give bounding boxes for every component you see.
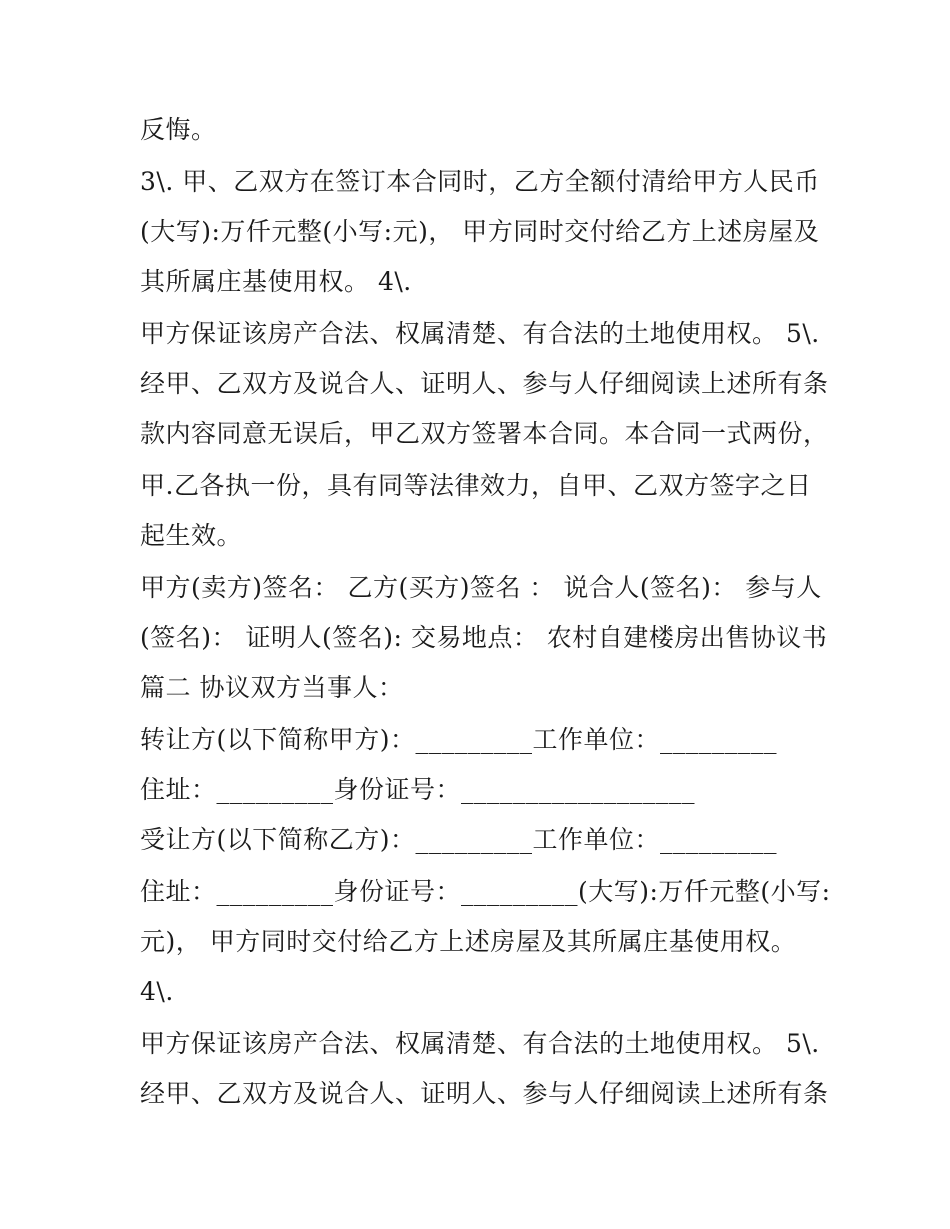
text-line: 款内容同意无误后，甲乙双方签署本合同。本合同一式两份， bbox=[140, 419, 829, 448]
form-line: 受让方(以下简称乙方)：_________工作单位：_________ bbox=[140, 825, 778, 854]
form-line: 住址：_________身份证号：__________________ bbox=[140, 775, 696, 804]
text-line: 经甲、乙双方及说合人、证明人、参与人仔细阅读上述所有条 bbox=[140, 1079, 829, 1108]
signature-line: (签名)： 证明人(签名): 交易地点： 农村自建楼房出售协议书 bbox=[140, 623, 828, 652]
text-line: 反悔。 bbox=[140, 115, 217, 144]
text-line: 甲.乙各执一份，具有同等法律效力，自甲、乙双方签字之日 bbox=[140, 471, 812, 500]
form-line: 住址：_________身份证号：_________(大写):万仟元整(小写: bbox=[140, 877, 831, 906]
text-line: 甲方保证该房产合法、权属清楚、有合法的土地使用权。 5\. bbox=[140, 319, 820, 348]
text-line: 起生效。 bbox=[140, 521, 243, 550]
text-line: 3\. 甲、乙双方在签订本合同时，乙方全额付清给甲方人民币 bbox=[140, 167, 820, 196]
text-line: 元)， 甲方同时交付给乙方上述房屋及其所属庄基使用权。 bbox=[140, 927, 797, 956]
text-line: 经甲、乙双方及说合人、证明人、参与人仔细阅读上述所有条 bbox=[140, 369, 829, 398]
signature-line: 甲方(卖方)签名： 乙方(买方)签名 ： 说合人(签名)： 参与人 bbox=[140, 573, 822, 602]
text-line: (大写):万仟元整(小写:元)， 甲方同时交付给乙方上述房屋及 bbox=[140, 217, 820, 246]
form-line: 转让方(以下简称甲方)：_________工作单位：_________ bbox=[140, 725, 778, 754]
text-line: 4\. bbox=[140, 977, 174, 1006]
text-line: 甲方保证该房产合法、权属清楚、有合法的土地使用权。 5\. bbox=[140, 1029, 820, 1058]
section-heading: 篇二 协议双方当事人： bbox=[140, 673, 404, 702]
text-line: 其所属庄基使用权。 4\. bbox=[140, 267, 412, 296]
